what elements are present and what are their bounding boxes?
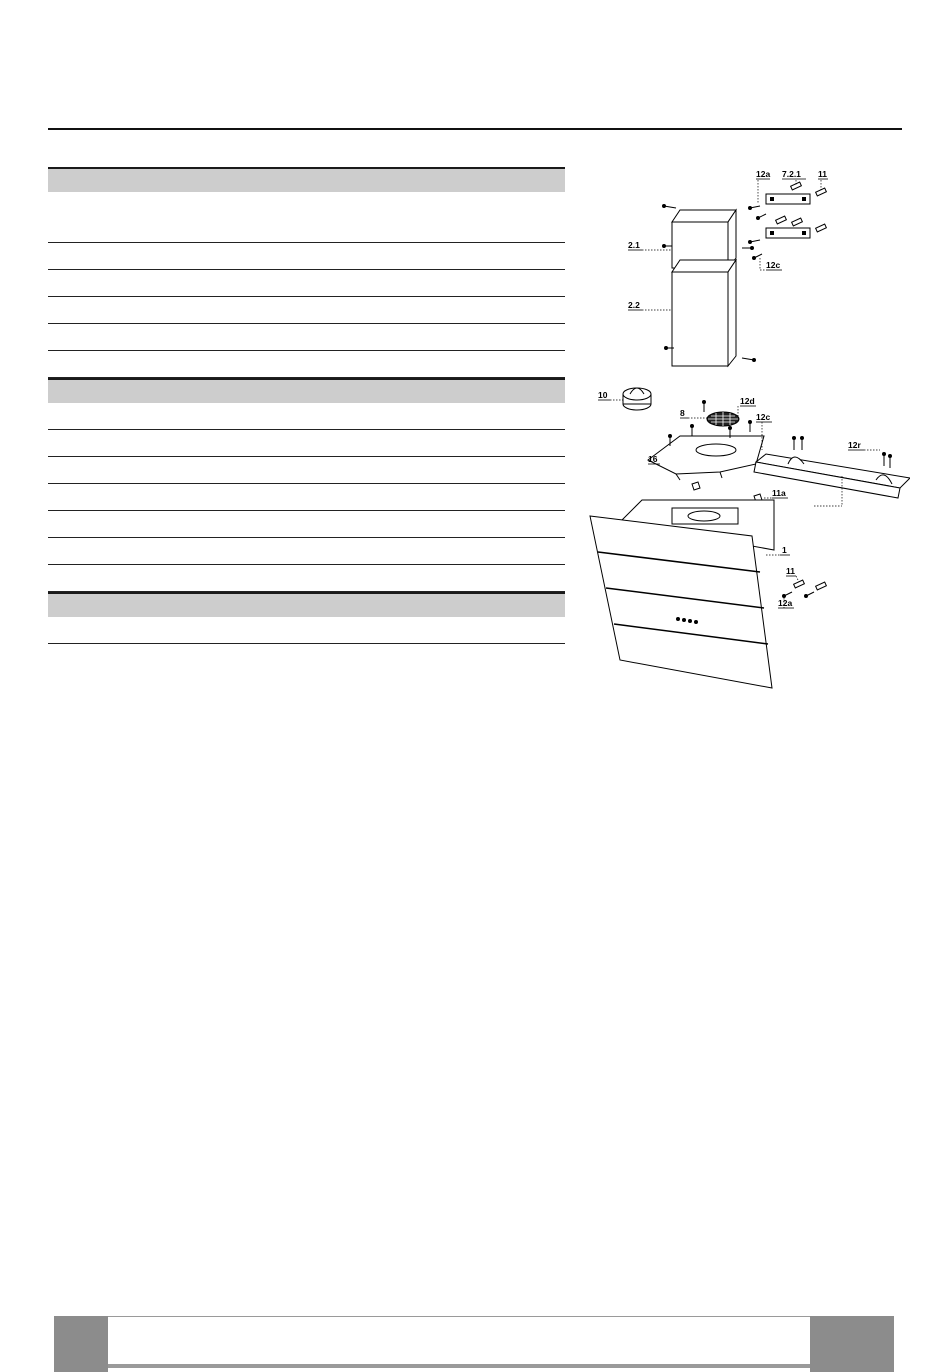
label-16: 16 [648,454,658,464]
table-row [48,297,565,324]
table-row [48,324,565,351]
wall-plugs-top [776,182,827,232]
chimney-lower-2-2 [672,260,736,366]
wall-bracket-upper [766,194,810,204]
label-2-2: 2.2 [628,300,640,310]
screws-top [749,206,767,244]
table-row [48,484,565,511]
label-12a-bottom: 12a [778,598,793,608]
label-11-top: 11 [818,169,827,179]
label-12c-mid: 12c [756,412,771,422]
parts-table [48,167,565,644]
table-row [48,538,565,565]
chimney-upper-2-1 [672,210,736,268]
hooks-11a [692,482,762,502]
table-row [48,457,565,484]
table-row [48,243,565,270]
label-8: 8 [680,408,685,418]
label-10: 10 [598,390,608,400]
exploded-parts-diagram [580,160,910,700]
label-1: 1 [782,545,787,555]
section-header-2 [48,378,565,403]
label-11-bottom: 11 [786,566,795,576]
footer-page-tab-left [54,1316,108,1372]
footer-page-tab-right [810,1316,894,1372]
footer-bar [108,1316,810,1368]
label-7-2-1: 7.2.1 [782,169,801,179]
label-2-1: 2.1 [628,240,640,250]
label-11a: 11a [772,488,786,498]
label-12a-top: 12a [756,169,771,179]
hood-body-1 [590,500,774,688]
section-header-3 [48,592,565,617]
label-12c-top: 12c [766,260,781,270]
table-row [48,351,565,378]
table-row [48,270,565,297]
table-row [48,511,565,538]
non-return-valve-10 [623,388,651,410]
wall-bracket-lower [766,228,810,238]
table-row [48,192,565,243]
table-row [48,430,565,457]
section-header-1 [48,167,565,192]
table-row [48,565,565,592]
table-row [48,617,565,644]
label-12d: 12d [740,396,755,406]
top-rule [48,128,902,130]
table-row [48,403,565,430]
carbon-filter-8 [707,412,739,426]
label-12r: 12r [848,440,861,450]
air-deflector-16 [648,436,764,480]
